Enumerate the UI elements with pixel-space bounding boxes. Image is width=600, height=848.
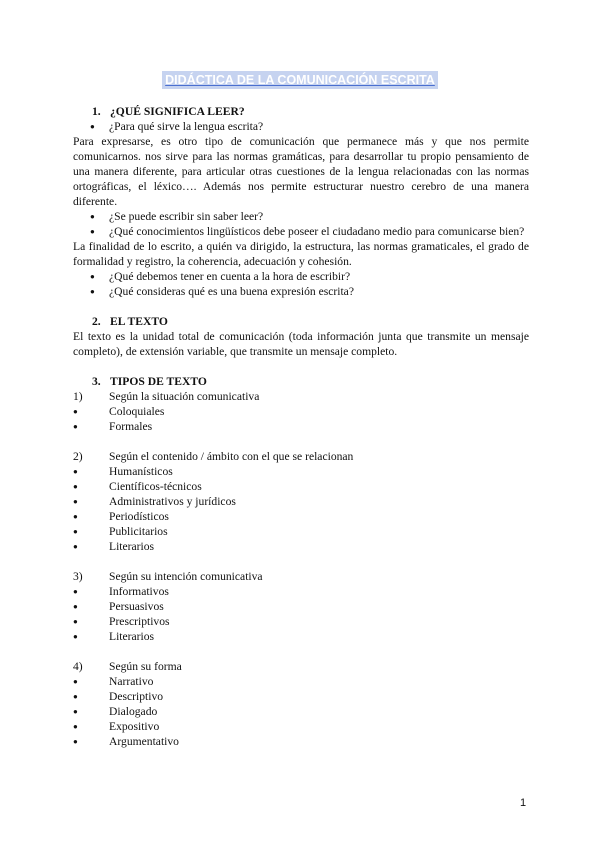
question-4: ● ¿Qué debemos tener en cuenta a la hora de escribir? xyxy=(73,269,529,284)
list-item: ● Coloquiales xyxy=(73,404,529,419)
list-item: ● Expositivo xyxy=(73,719,529,734)
list-item: ● Argumentativo xyxy=(73,734,529,749)
list-item: ● Formales xyxy=(73,419,529,434)
paragraph-3: El texto es la unidad total de comunicación (toda información junta que transmite un mensaje completo), de extensión variable, que transmite un mensaje completo. xyxy=(73,330,529,358)
group-4-heading xyxy=(73,659,529,674)
list-item: ● Científicos-técnicos xyxy=(73,479,529,494)
group-2-heading xyxy=(73,449,529,464)
list-item: ● Publicitarios xyxy=(73,524,529,539)
paragraph-1: Para expresarse, es otro tipo de comunicación que permanece más y que nos permite comunicarnos. nos sirve para las normas gramáticas, para desarrollar tu propio pensamiento de una manera diferente, para articular otras cuestiones de la lengua relacionadas con las normas ortográficas, el léxico…. Además nos permite estructurar nuestro cerebro de una manera diferente. xyxy=(73,135,529,208)
section-3-heading xyxy=(73,374,529,389)
document-content xyxy=(73,104,529,749)
group-label: Según su intención comunicativa xyxy=(109,570,263,583)
list-item: ● Narrativo xyxy=(73,674,529,689)
question-1: ● ¿Para qué sirve la lengua escrita? xyxy=(73,119,529,134)
group-number: 1) xyxy=(73,390,83,403)
list-item: ● Periodísticos xyxy=(73,509,529,524)
title-wrap xyxy=(0,71,600,89)
page-number: 1 xyxy=(520,797,527,809)
question-3: ● ¿Qué conocimientos lingüísticos debe poseer el ciudadano medio para comunicarse bien? xyxy=(73,224,529,239)
section-3-title: TIPOS DE TEXTO xyxy=(110,375,207,388)
list-item: ● Literarios xyxy=(73,629,529,644)
list-item: ● Literarios xyxy=(73,539,529,554)
group-label: Según el contenido / ámbito con el que se relacionan xyxy=(109,450,354,463)
question-2: ● ¿Se puede escribir sin saber leer? xyxy=(73,209,529,224)
list-item: ● Humanísticos xyxy=(73,464,529,479)
section-1-heading xyxy=(73,104,529,119)
list-item: ● Administrativos y jurídicos xyxy=(73,494,529,509)
group-number: 3) xyxy=(73,570,83,583)
text-type-groups xyxy=(73,389,529,749)
list-item: ● Persuasivos xyxy=(73,599,529,614)
list-item: ● Dialogado xyxy=(73,704,529,719)
group-number: 4) xyxy=(73,660,83,673)
section-1-number: 1. xyxy=(92,105,101,118)
section-2-heading xyxy=(73,314,529,329)
question-5: ● ¿Qué consideras qué es una buena expresión escrita? xyxy=(73,284,529,299)
group-3-heading xyxy=(73,569,529,584)
document-title: DIDÁCTICA DE LA COMUNICACIÓN ESCRITA xyxy=(162,71,438,89)
paragraph-2: La finalidad de lo escrito, a quién va dirigido, la estructura, las normas gramaticales, el grado de formalidad y registro, la coherencia, adecuación y cohesión. xyxy=(73,240,529,268)
list-item: ● Informativos xyxy=(73,584,529,599)
list-item: ● Prescriptivos xyxy=(73,614,529,629)
section-2-title: EL TEXTO xyxy=(110,315,168,328)
section-3-number: 3. xyxy=(92,375,101,388)
list-item: ● Descriptivo xyxy=(73,689,529,704)
group-label: Según la situación comunicativa xyxy=(109,390,260,403)
group-label: Según su forma xyxy=(109,660,182,673)
section-2-number: 2. xyxy=(92,315,101,328)
group-1-heading xyxy=(73,389,529,404)
section-1-title: ¿QUÉ SIGNIFICA LEER? xyxy=(110,105,245,118)
group-number: 2) xyxy=(73,450,83,463)
